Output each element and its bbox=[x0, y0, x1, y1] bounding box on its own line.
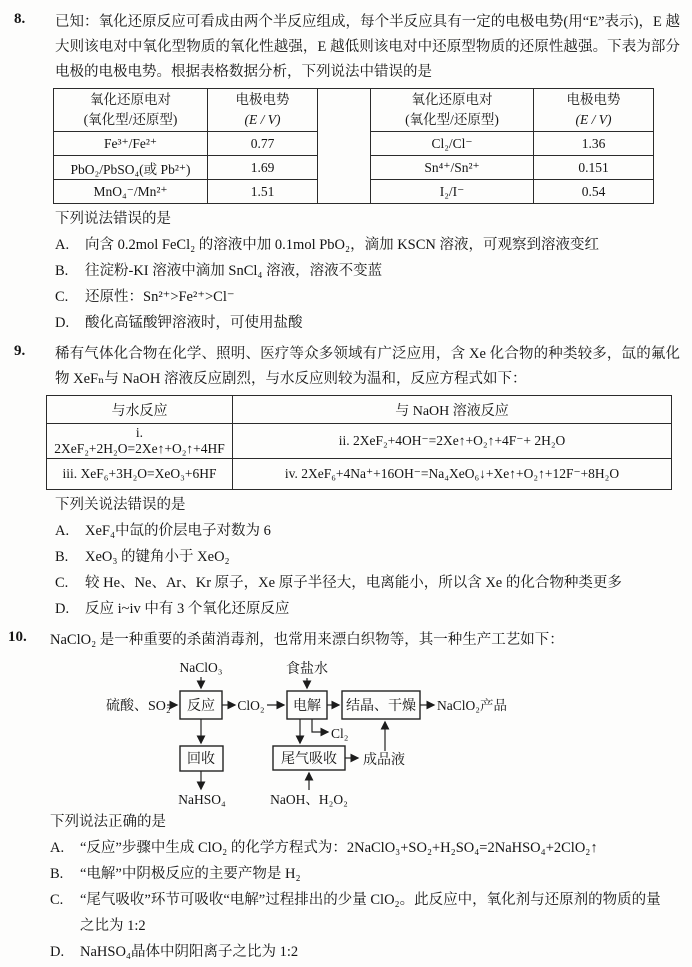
table-header-row bbox=[54, 89, 654, 132]
question-10-section bbox=[0, 628, 692, 965]
xenon-reaction-table bbox=[46, 395, 672, 490]
reaction-box-label: 反应 bbox=[187, 699, 215, 714]
potential-cell: 1.51 bbox=[208, 180, 318, 204]
table-row bbox=[47, 459, 672, 490]
option-c: C. 较 He、Ne、Ar、Kr 原子，Xe 原子半径大，电离能小，所以含 Xe 的化合物种类更多 bbox=[55, 575, 622, 591]
brine-label: 食盐水 bbox=[286, 662, 328, 677]
option-b: B. “电解”中阴极反应的主要产物是 H₂ bbox=[50, 866, 301, 882]
option-b: B. XeO₃ 的键角小于 XeO₂ bbox=[55, 549, 230, 565]
flow-diagram-svg bbox=[90, 656, 690, 808]
finished-liquid-label: 成品液 bbox=[363, 753, 405, 768]
question-8-prompt: 下列说法错误的是 bbox=[55, 211, 171, 227]
equation-cell: ii. 2XeF₂+4OH⁻=2Xe↑+O₂↑+4F⁻+ 2H₂O bbox=[233, 424, 672, 459]
table-header-row bbox=[47, 396, 672, 424]
header-naoh-reaction: 与 NaOH 溶液反应 bbox=[233, 396, 672, 424]
equation-cell: i. 2XeF₂+2H₂O=2Xe↑+O₂↑+4HF bbox=[47, 424, 233, 459]
electrolysis-box-label: 电解 bbox=[293, 699, 321, 714]
question-8-section bbox=[0, 10, 692, 336]
equation-cell: iii. XeF₆+3H₂O=XeO₃+6HF bbox=[47, 459, 233, 490]
nahso4-label: NaHSO₄ bbox=[178, 792, 226, 807]
question-9-section bbox=[0, 342, 692, 622]
question-10-number: 10. bbox=[8, 629, 27, 645]
potential-cell: 0.151 bbox=[534, 156, 654, 180]
pair-cell: PbO₂/PbSO₄(或 Pb²⁺) bbox=[54, 156, 208, 180]
header-potential-left: 电极电势 (E / V) bbox=[208, 89, 318, 132]
potential-cell: 1.36 bbox=[534, 132, 654, 156]
flow-arrow-electrolysis-to-cl2 bbox=[312, 719, 328, 732]
question-9-number: 9. bbox=[14, 343, 26, 359]
naoh-h2o2-label: NaOH、H₂O₂ bbox=[270, 792, 348, 807]
tail-gas-absorb-box-label: 尾气吸收 bbox=[281, 752, 337, 767]
option-a: A. XeF₄中氙的价层电子对数为 6 bbox=[55, 523, 271, 539]
clo2-label: ClO₂ bbox=[237, 698, 265, 713]
header-water-reaction: 与水反应 bbox=[47, 396, 233, 424]
recycle-box-label: 回收 bbox=[187, 752, 215, 767]
option-a: A. 向含 0.2mol FeCl₂ 的溶液中加 0.1mol PbO₂，滴加 KSCN 溶液，可观察到溶液变红 bbox=[55, 237, 600, 253]
pair-cell: Fe³⁺/Fe²⁺ bbox=[54, 132, 208, 156]
crystallize-dry-box-label: 结晶、干燥 bbox=[346, 699, 416, 714]
potential-cell: 1.69 bbox=[208, 156, 318, 180]
option-d: D. 反应 i~iv 中有 3 个氧化还原反应 bbox=[55, 601, 290, 617]
naclo2-product-label: NaClO₂产品 bbox=[437, 698, 507, 713]
pair-cell: MnO₄⁻/Mn²⁺ bbox=[54, 180, 208, 204]
cl2-label: Cl₂ bbox=[331, 726, 349, 741]
option-c: C. “尾气吸收”环节可吸收“电解”过程排出的少量 ClO₂。此反应中，氧化剂与还原剂的物质的量之比为 1:2 bbox=[50, 892, 661, 934]
question-8-stem: 已知：氧化还原反应可看成由两个半反应组成，每个半反应具有一定的电极电势(用“E”表示)，E 越大则该电对中氧化型物质的氧化性越强，E 越低则该电对中还原型物质的还原性越强。下表为部分电极的电极电势。根据表格数据分析，下列说法中错误的是 bbox=[55, 14, 680, 80]
pair-cell: Cl₂/Cl⁻ bbox=[371, 132, 534, 156]
question-10-prompt: 下列说法正确的是 bbox=[50, 814, 166, 830]
header-redox-pair-left: 氧化还原电对 (氧化型/还原型) bbox=[54, 89, 208, 132]
pair-cell: I₂/I⁻ bbox=[371, 180, 534, 204]
question-9-stem: 稀有气体化合物在化学、照明、医疗等众多领域有广泛应用，含 Xe 化合物的种类较多，氙的氟化物 XeFₙ与 NaOH 溶液反应剧烈，与水反应则较为温和，反应方程式如下： bbox=[55, 346, 680, 387]
equation-cell: iv. 2XeF₆+4Na⁺+16OH⁻=Na₄XeO₆↓+Xe↑+O₂↑+12F⁻+8H₂O bbox=[233, 459, 672, 490]
option-b: B. 往淀粉-KI 溶液中滴加 SnCl₄ 溶液，溶液不变蓝 bbox=[55, 263, 383, 279]
header-redox-pair-right: 氧化还原电对 (氧化型/还原型) bbox=[371, 89, 534, 132]
electrode-potential-table bbox=[53, 88, 654, 204]
pair-cell: Sn⁴⁺/Sn²⁺ bbox=[371, 156, 534, 180]
naclo3-label: NaClO₃ bbox=[179, 660, 223, 675]
question-8-number: 8. bbox=[14, 11, 26, 27]
question-9-prompt: 下列关说法错误的是 bbox=[55, 497, 186, 513]
option-d: D. NaHSO₄晶体中阴阳离子之比为 1:2 bbox=[50, 944, 299, 960]
option-d: D. 酸化高锰酸钾溶液时，可使用盐酸 bbox=[55, 315, 303, 331]
table-spacer-cell bbox=[318, 89, 371, 204]
question-10-stem: NaClO₂ 是一种重要的杀菌消毒剂，也常用来漂白织物等，其一种生产工艺如下： bbox=[50, 632, 564, 648]
potential-cell: 0.77 bbox=[208, 132, 318, 156]
option-a: A. “反应”步骤中生成 ClO₂ 的化学方程式为：2NaClO₃+SO₂+H₂SO₄=2NaHSO₄+2ClO₂↑ bbox=[50, 840, 598, 856]
table-row bbox=[47, 424, 672, 459]
sulfuric-acid-so2-label: 硫酸、SO₂ bbox=[106, 699, 171, 714]
option-c: C. 还原性：Sn²⁺>Fe²⁺>Cl⁻ bbox=[55, 289, 235, 305]
header-potential-right: 电极电势 (E / V) bbox=[534, 89, 654, 132]
process-flow-diagram bbox=[90, 656, 680, 808]
potential-cell: 0.54 bbox=[534, 180, 654, 204]
